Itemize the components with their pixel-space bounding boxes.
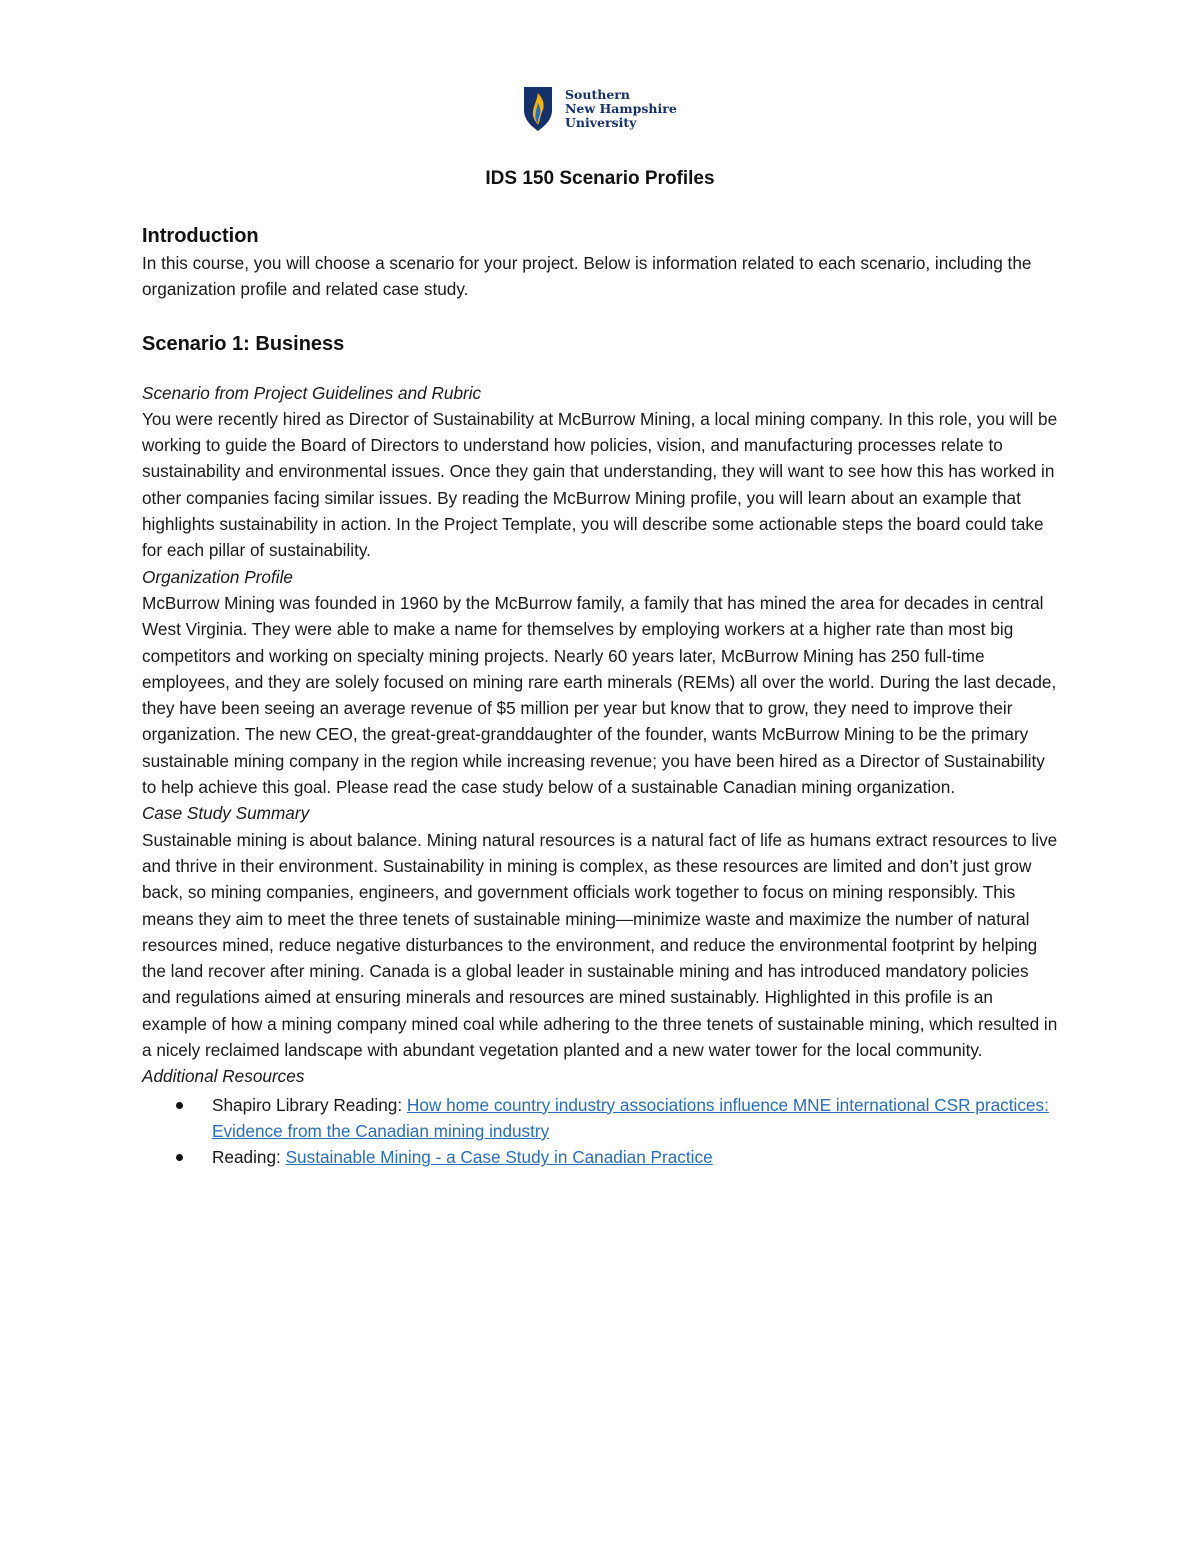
logo-line-2: New Hampshire (565, 101, 677, 116)
resources-subheading: Additional Resources (142, 1066, 305, 1087)
resources-list (142, 1092, 1062, 1171)
scenario-heading: Scenario 1: Business (142, 332, 345, 355)
profile-text: McBurrow Mining was founded in 1960 by the McBurrow family, a family that has mined the area for decades in central West Virginia. They were able to make a name for themselves by employing workers at a higher rate than most big competitors and working on specialty mining projects. Nearly 60 years later, McBurrow Mining has 250 full-time employees, and they are solely focused on mining rare earth minerals (REMs) all over the world. During the last decade, they have been seeing an average revenue of $5 million per year but know that to grow, they need to improve their organization. The new CEO, the great-great-granddaughter of the founder, wants McBurrow Mining to be the primary sustainable mining company in the region while increasing revenue; you have been hired as a Director of Sustainability to help achieve this goal. Please read the case study below of a sustainable Canadian mining organization. (142, 592, 1057, 798)
guidelines-text: You were recently hired as Director of Sustainability at McBurrow Mining, a local mining company. In this role, you will be working to guide the Board of Directors to understand how policies, vision, and manufacturing processes relate to sustainability and environmental issues. Once they gain that understanding, they will want to see how this has worked in other companies facing similar issues. By reading the McBurrow Mining profile, you will learn about an example that highlights sustainability in action. In the Project Template, you will describe some actionable steps the board could take for each pillar of sustainability. (142, 408, 1058, 561)
profile-subheading: Organization Profile (142, 566, 293, 587)
bullet-icon (176, 1154, 183, 1161)
document-body (142, 222, 1062, 1171)
introduction-heading: Introduction (142, 225, 259, 247)
list-item (142, 1092, 1062, 1145)
document-title: IDS 150 Scenario Profiles (485, 168, 715, 189)
resource-prefix: Reading: (212, 1147, 286, 1168)
university-logo (523, 84, 677, 134)
case-study-text: Sustainable mining is about balance. Mining natural resources is a natural fact of life as humans extract resources to live and thrive in their environment. Sustainability in mining is complex, as these resources are limited and don’t just grow back, so mining companies, engineers, and government officials work together to focus on mining responsibly. This means they aim to meet the three tenets of sustainable mining—minimize waste and maximize the number of natural resources mined, reduce negative disturbances to the environment, and reduce the environmental footprint by helping the land recover after mining. Canada is a global leader in sustainable mining and has introduced mandatory policies and regulations aimed at ensuring minerals and resources are mined sustainably. Highlighted in this profile is an example of how a mining company mined coal while adhering to the three tenets of sustainable mining, which resulted in a nicely reclaimed landscape with abundant vegetation planted and a new water tower for the local community. (142, 829, 1058, 1061)
logo-line-1: Southern (565, 87, 630, 102)
logo-line-3: University (565, 115, 637, 130)
introduction-text: In this course, you will choose a scenario for your project. Below is information related to each scenario, including the organization profile and related case study. (142, 253, 1032, 300)
list-item (142, 1144, 1062, 1170)
case-study-subheading: Case Study Summary (142, 803, 310, 824)
resource-link[interactable]: How home country industry associations influence MNE international CSR practices: Evidence from the Canadian mining industry (212, 1094, 1049, 1141)
bullet-icon (176, 1102, 183, 1109)
guidelines-subheading: Scenario from Project Guidelines and Rubric (142, 382, 482, 403)
logo-wordmark (565, 88, 677, 130)
resource-link[interactable]: Sustainable Mining - a Case Study in Canadian Practice (285, 1147, 713, 1168)
shield-flame-icon (523, 86, 553, 132)
resource-prefix: Shapiro Library Reading: (212, 1094, 407, 1115)
